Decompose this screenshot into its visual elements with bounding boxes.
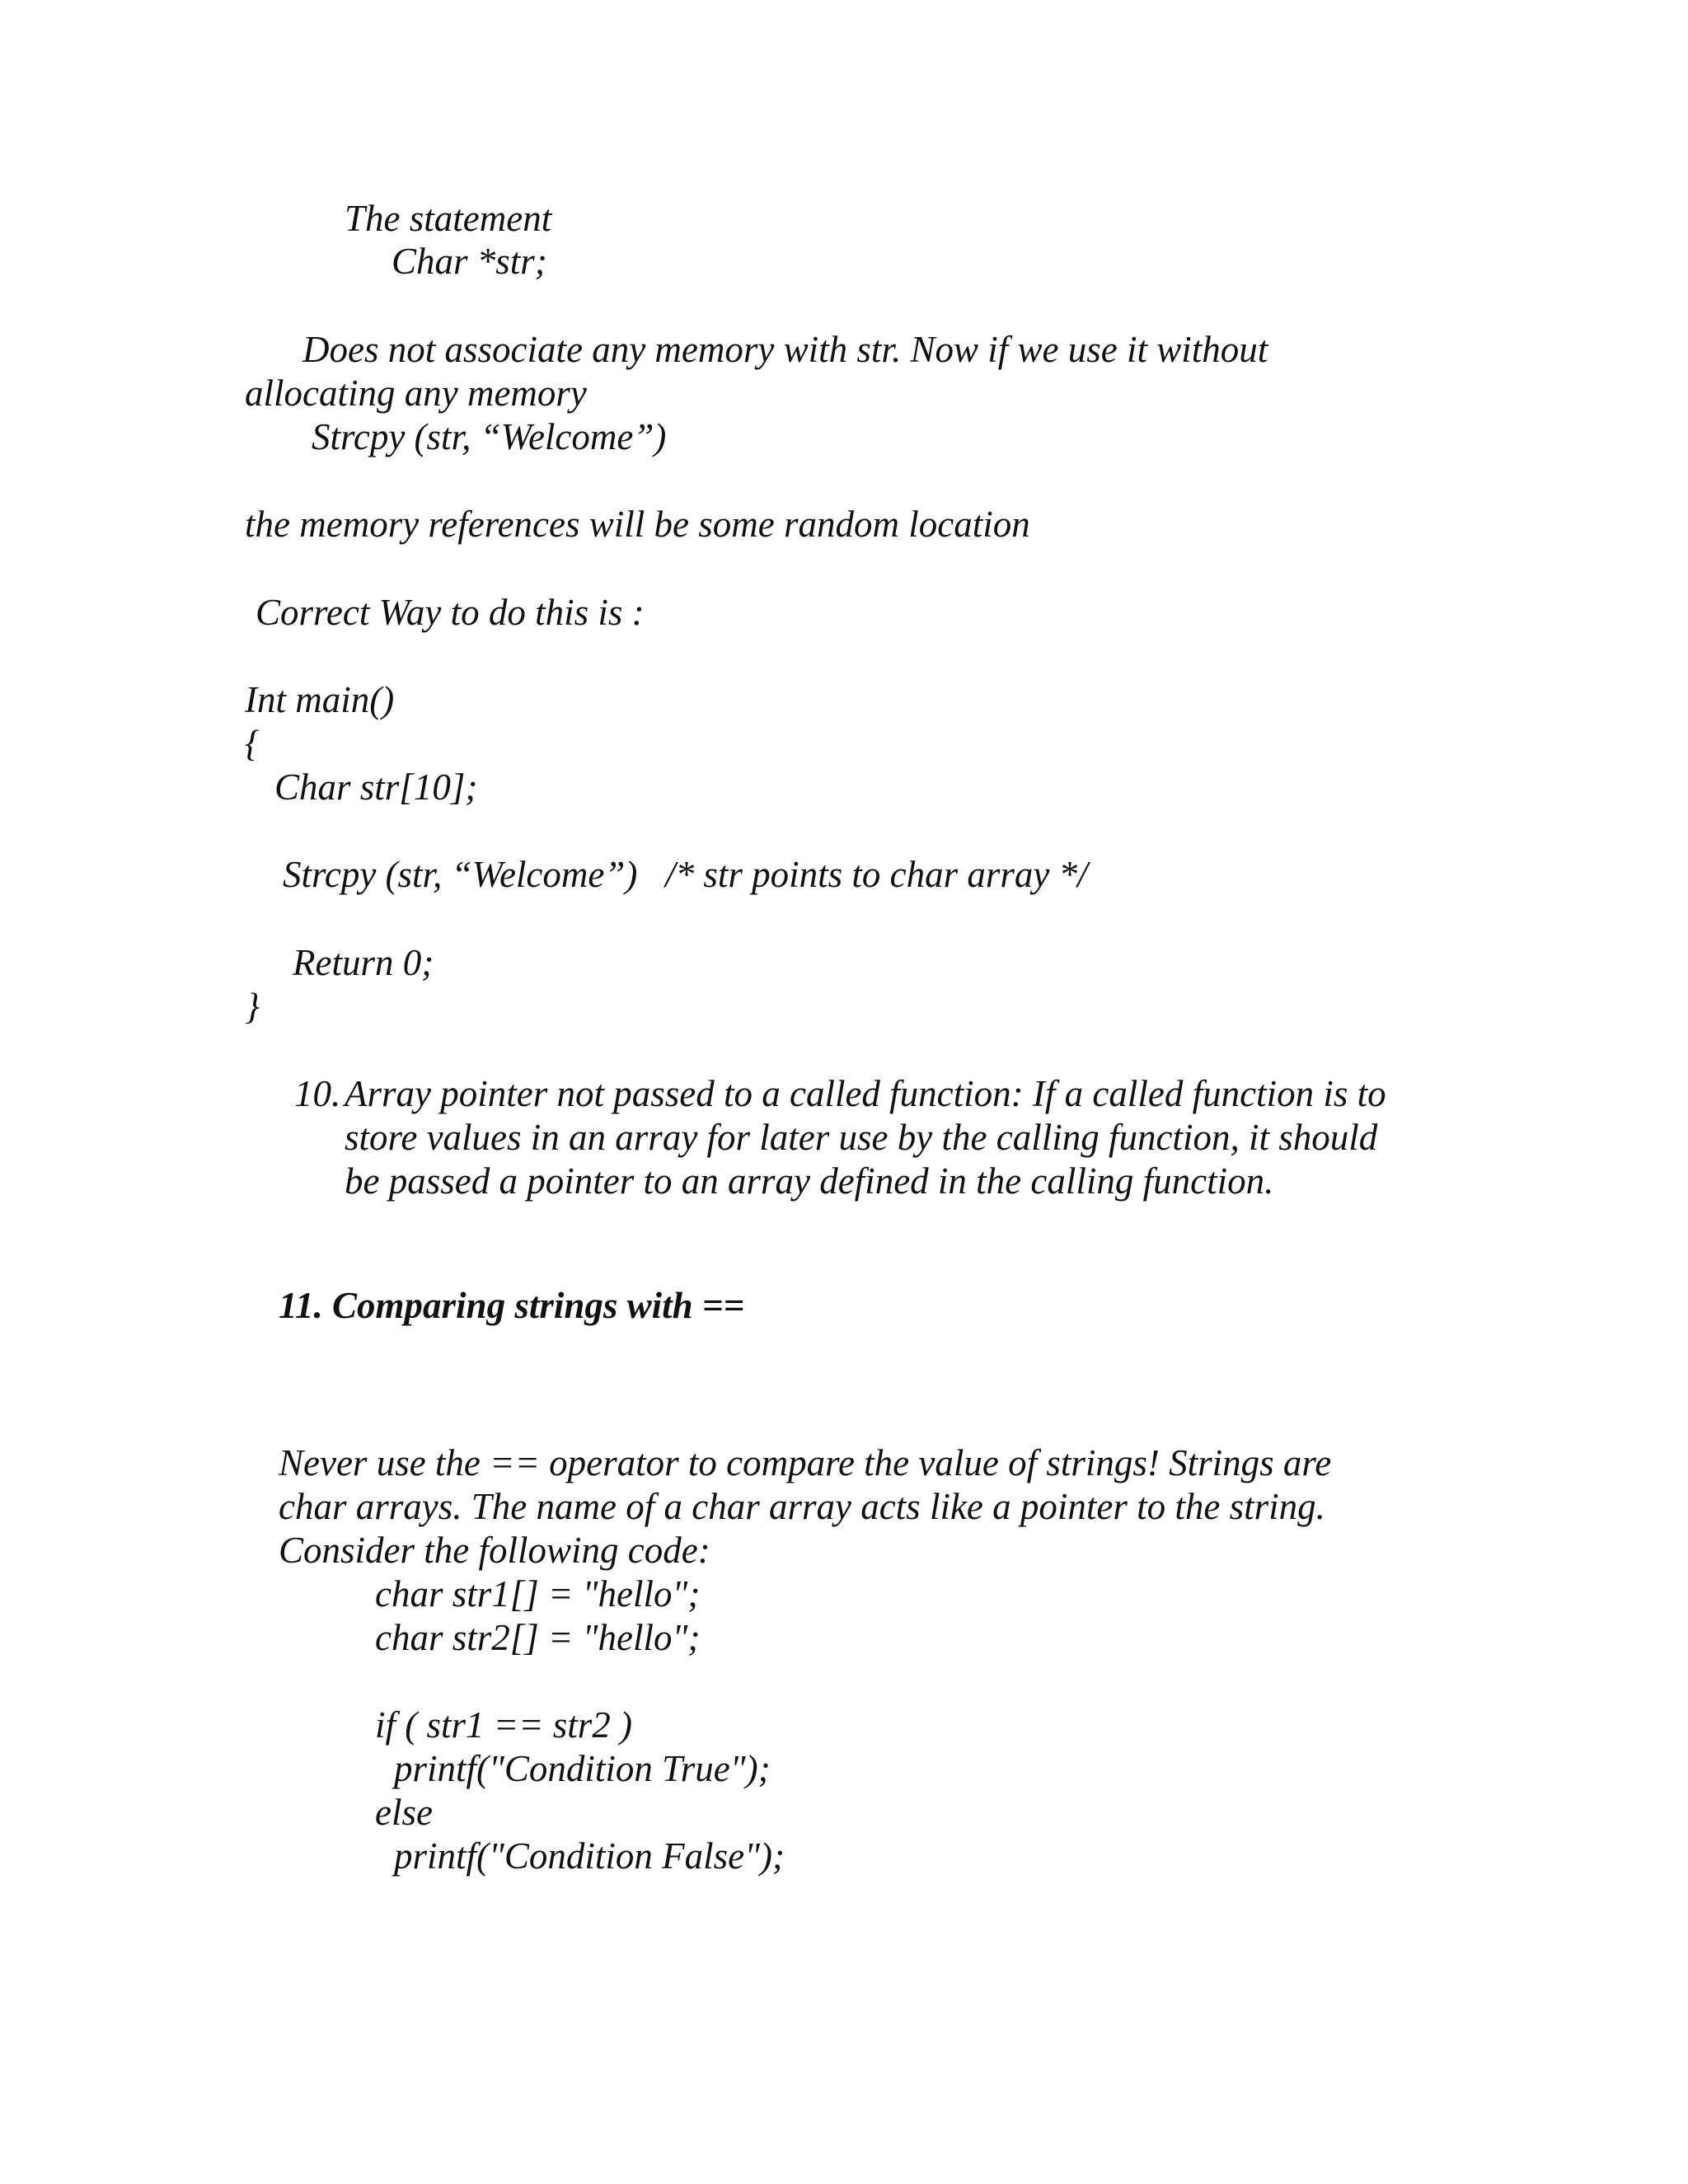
code-line: char str2[] = "hello"; (375, 1617, 701, 1658)
statement-label: The statement (345, 198, 552, 239)
list-item-line: store values in an array for later use by the calling function, it should (345, 1117, 1378, 1158)
paragraph-line: Never use the == operator to compare the value of strings! Strings are (279, 1442, 1332, 1483)
paragraph-line: Does not associate any memory with str. Now if we use it without (302, 329, 1268, 370)
paragraph-line: Correct Way to do this is : (256, 592, 645, 633)
code-line: Strcpy (str, “Welcome”) (312, 416, 667, 457)
code-line: { (245, 723, 260, 764)
code-line: Int main() (245, 679, 395, 720)
code-line: Strcpy (str, “Welcome”) /* str points to char array */ (283, 854, 1088, 895)
code-line: if ( str1 == str2 ) (375, 1704, 633, 1746)
list-item-line: Array pointer not passed to a called function: If a called function is to (345, 1073, 1386, 1114)
section-heading: 11. Comparing strings with == (279, 1285, 745, 1326)
code-line: else (375, 1792, 433, 1833)
paragraph-line: Consider the following code: (279, 1530, 710, 1571)
paragraph-line: char arrays. The name of a char array acts like a pointer to the string. (279, 1486, 1325, 1527)
list-number: 10. (294, 1073, 341, 1114)
code-line: } (245, 986, 260, 1027)
list-item-line: be passed a pointer to an array defined in the calling function. (345, 1160, 1274, 1202)
code-line: Char str[10]; (274, 766, 478, 808)
paragraph-line: allocating any memory (245, 373, 587, 414)
paragraph-line: the memory references will be some random location (245, 504, 1030, 545)
code-line: char str1[] = "hello"; (375, 1573, 701, 1615)
code-line: printf("Condition True"); (394, 1748, 771, 1789)
code-line: printf("Condition False"); (394, 1835, 785, 1877)
code-declaration: Char *str; (392, 241, 547, 282)
code-line: Return 0; (293, 942, 434, 983)
